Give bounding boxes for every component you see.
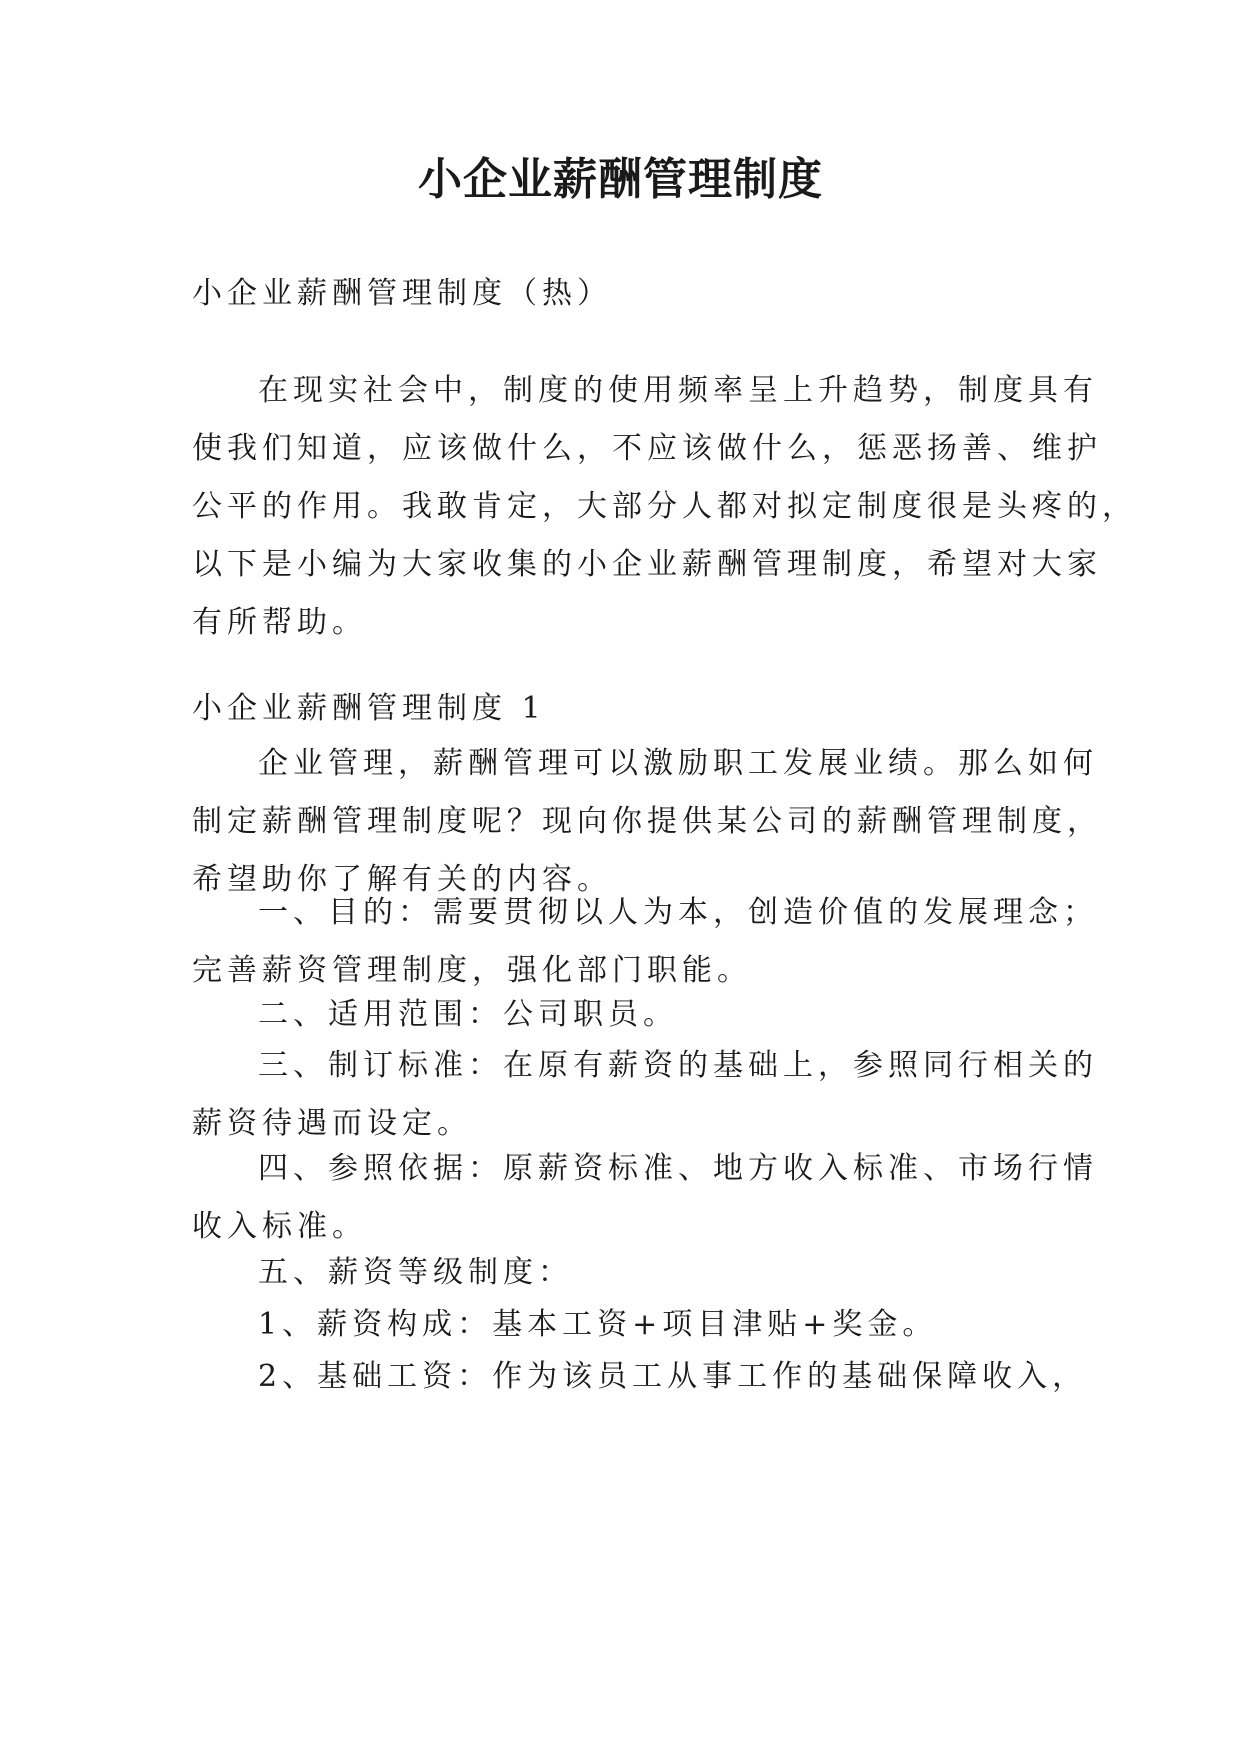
paragraph-line: 薪资待遇而设定。: [192, 1106, 472, 1141]
paragraph-line: 有所帮助。: [192, 605, 367, 640]
paragraph-line: 四、参照依据：原薪资标准、地方收入标准、市场行情: [258, 1151, 1098, 1186]
paragraph-line: 三、制订标准：在原有薪资的基础上，参照同行相关的: [258, 1048, 1098, 1083]
paragraph-line: 使我们知道，应该做什么，不应该做什么，惩恶扬善、维护: [192, 431, 1102, 466]
paragraph-line: 收入标准。: [192, 1209, 367, 1244]
document-subtitle: [192, 265, 1072, 323]
paragraph-line: 二、适用范围：公司职员。: [258, 997, 678, 1032]
paragraph-line: 2、基础工资：作为该员工从事工作的基础保障收入，: [258, 1359, 1088, 1394]
section-heading-line: 小企业薪酬管理制度 1: [192, 691, 546, 726]
paragraph-line: 以下是小编为大家收集的小企业薪酬管理制度，希望对大家: [192, 547, 1102, 582]
subitem-base-salary: [192, 1348, 1088, 1406]
paragraph-line: 企业管理，薪酬管理可以激励职工发展业绩。那么如何: [258, 746, 1098, 781]
item-basis: [192, 1140, 1098, 1256]
item-salary-grade: [192, 1244, 1072, 1302]
subitem-composition: [192, 1296, 1072, 1354]
paragraph-line: 希望助你了解有关的内容。: [192, 862, 612, 897]
paragraph-line: 完善薪资管理制度，强化部门职能。: [192, 953, 752, 988]
intro-paragraph: [192, 362, 1137, 652]
paragraph-line: 在现实社会中，制度的使用频率呈上升趋势，制度具有: [258, 373, 1098, 408]
subtitle-line: 小企业薪酬管理制度（热）: [192, 276, 612, 311]
item-standard: [192, 1037, 1098, 1153]
item-scope: [192, 986, 1072, 1044]
section-heading: [192, 680, 1072, 738]
item-purpose: [192, 884, 1098, 1000]
paragraph-line: 1、薪资构成：基本工资+项目津贴+奖金。: [258, 1307, 938, 1342]
paragraph-line: 制定薪酬管理制度呢？现向你提供某公司的薪酬管理制度，: [192, 804, 1102, 839]
paragraph-line: 公平的作用。我敢肯定，大部分人都对拟定制度很是头疼的，: [192, 489, 1137, 524]
paragraph-line: 一、目的：需要贯彻以人为本，创造价值的发展理念；: [258, 895, 1098, 930]
section-intro-paragraph: [192, 735, 1102, 909]
paragraph-line: 五、薪资等级制度：: [258, 1255, 573, 1290]
document-title: 小企业薪酬管理制度: [418, 154, 823, 205]
